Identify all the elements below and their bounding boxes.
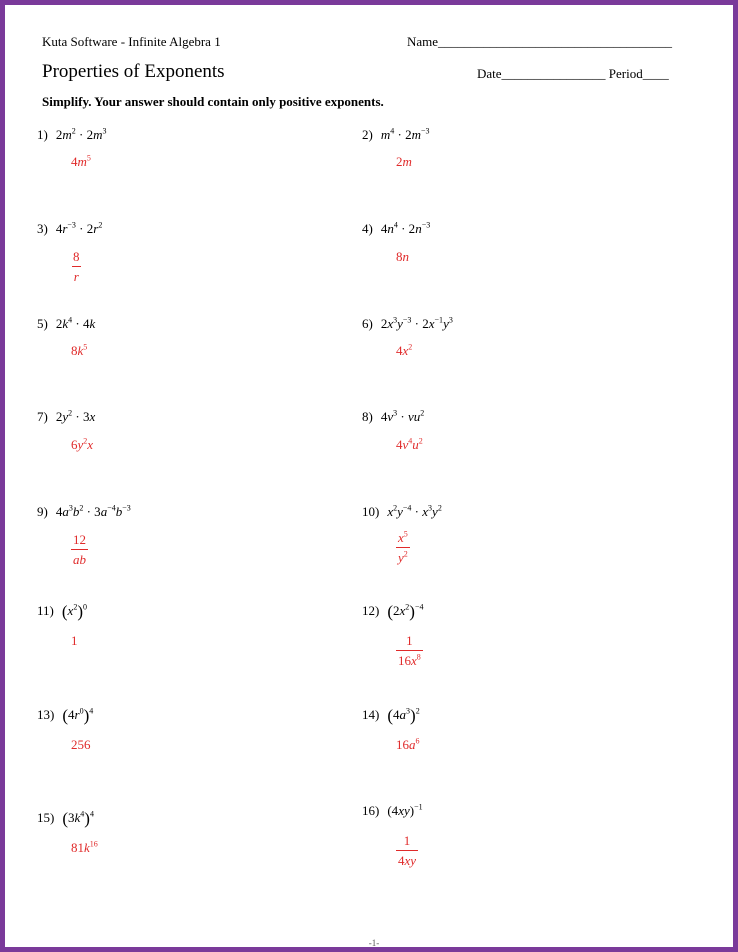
problem-12: 12) $(2x^2)^{-4}$ [362,602,424,621]
instructions: Simplify. Your answer should contain only positive exponents. [42,94,384,109]
answer-6: $4x^2$ [396,342,413,358]
problem-number: 5) [37,316,48,331]
date-period-field: Date________________ Period____ [477,66,669,81]
problem-number: 6) [362,316,373,331]
answer-10: $\frac{x^5}{y^2}$ [398,529,408,565]
problem-number: 14) [362,707,380,722]
answer-2: 2m [396,154,412,169]
answer-13: 256 [71,737,91,752]
answer-4: 8n [396,249,409,264]
answer-12: $\frac{1}{16x^8}$ [398,633,421,668]
problem-number: 2) [362,127,373,142]
name-field: Name____________________________________ [407,34,673,49]
answer-5: $8k^5$ [71,342,88,358]
answer-7: $6y^2x$ [71,436,94,452]
problem-1: 1) $2m^2 \cdot 2m^3$ [37,126,107,142]
answer-16: $\frac{1}{4xy}$ [398,833,417,868]
problem-7: 7) $2y^2 \cdot 3x$ [37,408,96,424]
problem-3: 3) $4r^{-3} \cdot 2r^2$ [37,220,103,236]
problem-number: 15) [37,810,55,825]
problem-16: 16) $(4xy)^{-1}$ [362,802,423,818]
answer-1: $4m^5$ [71,153,91,169]
problem-number: 9) [37,504,48,519]
answer-9: $\frac{12}{ab}$ [73,532,86,567]
problem-5: 5) $2k^4 \cdot 4k$ [37,315,96,331]
problem-14: 14) $(4a^3)^2$ [362,706,420,725]
problem-number: 1) [37,127,48,142]
problem-10: 10) $x^2y^{-4} \cdot x^3y^2$ [362,503,442,519]
problem-number: 8) [362,409,373,424]
answer-8: $4v^4u^2$ [396,436,423,452]
problem-9: 9) $4a^3b^2 \cdot 3a^{-4}b^{-3}$ [37,503,131,519]
problem-11: 11) $(x^2)^0$ [37,602,87,621]
problem-number: 4) [362,221,373,236]
problem-number: 16) [362,803,380,818]
problem-number: 7) [37,409,48,424]
problem-2: 2) $m^4 \cdot 2m^{-3}$ [362,126,430,142]
answer-3: $\frac{8}{r}$ [73,249,80,284]
problem-4: 4) $4n^4 \cdot 2n^{-3}$ [362,220,431,236]
problem-number: 3) [37,221,48,236]
publisher-header: Kuta Software - Infinite Algebra 1 [42,34,221,49]
problem-8: 8) $4v^3 \cdot vu^2$ [362,408,425,424]
problem-number: 13) [37,707,55,722]
answer-15: $81k^{16}$ [71,839,98,855]
answer-14: $16a^6$ [396,736,420,752]
problem-6: 6) $2x^3y^{-3} \cdot 2x^{-1}y^3$ [362,315,453,331]
problem-number: 12) [362,603,380,618]
problem-number: 10) [362,504,380,519]
problem-number: 11) [37,603,54,618]
page-number: -1- [368,938,380,948]
answer-11: 1 [71,633,78,648]
problem-13: 13) $(4r^0)^4$ [37,706,94,725]
page-title: Properties of Exponents [42,61,225,82]
problem-15: 15) $(3k^4)^4$ [37,809,94,828]
